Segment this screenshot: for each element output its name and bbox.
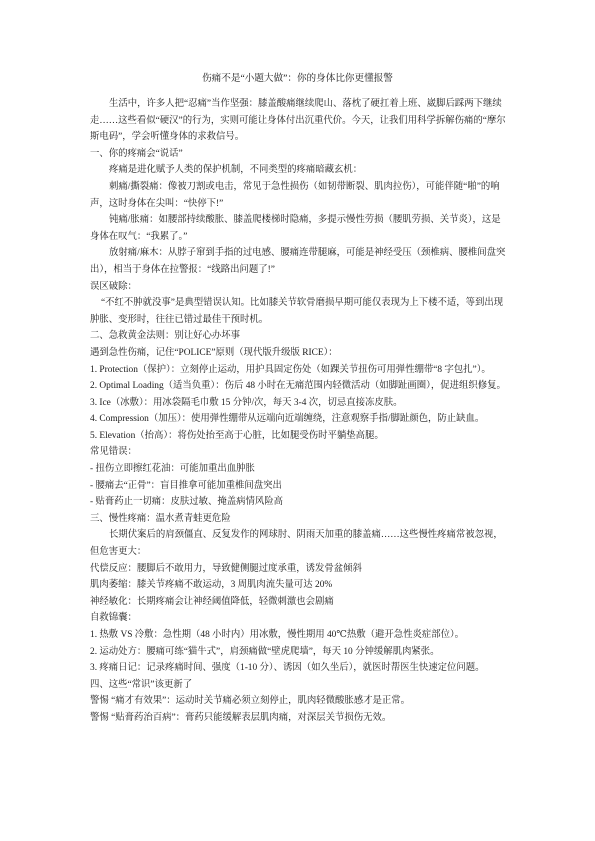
police-step: 2. Optimal Loading（适当负重）：伤后 48 小时在无痛范围内轻微活动（如脚趾画圈），促进组织修复。 (90, 381, 506, 392)
harm-item: 肌肉萎缩：膝关节疼痛不敢运动，3 周肌肉流失量可达 20% (90, 580, 333, 591)
warning-item: 警惕 “贴膏药治百病”：膏药只能缓解表层肌肉痛，对深层关节损伤无效。 (90, 712, 392, 723)
kit-item: 1. 热敷 VS 冷敷：急性期（48 小时内）用冰敷，慢性期用 40℃热敷（避开急性炎症部位）。 (90, 630, 465, 640)
section-lead: 疼痛是进化赋予人类的保护机制，不同类型的疼痛暗藏玄机： (109, 165, 363, 176)
warning-item: 警惕 “痛才有效果”：运动时关节痛必须立刻停止，肌肉轻微酸胀感才是正常。 (90, 696, 411, 707)
myth-label: 误区破除： (90, 281, 137, 292)
intro-paragraph: 生活中，许多人把“忍痛”当作坚强：膝盖酸痛继续爬山、落枕了硬扛着上班、崴脚后踩两下继续走……这些看似“硬汉”的行为，实则可能让身体付出沉重代价。今天，让我们用科学拆解伤痛的“摩尔斯电码”，学会听懂身体的求救信号。 (90, 99, 506, 143)
kit-item: 3. 疼痛日记：记录疼痛时间、强度（1-10 分）、诱因（如久坐后），就医时帮医生快速定位问题。 (90, 663, 485, 674)
section-heading-2: 二、急救黄金法则：别让好心办坏事 (90, 331, 241, 342)
section-heading-1: 一、你的疼痛会“说话” (90, 148, 183, 159)
section-lead: 长期伏案后的肩颈僵直、反复发作的网球肘、阴雨天加重的膝盖痛……这些慢性疼痛常被忽视，但危害更大： (90, 530, 503, 558)
kit-item: 2. 运动处方：腰痛可练“猫牛式”，肩颈痛做“壁虎爬墙”，每天 10 分钟缓解肌肉紧张。 (90, 646, 440, 657)
errors-label: 常见错误： (90, 447, 137, 458)
pain-type-item: 钝痛/胀痛：如腰部持续酸胀、膝盖爬楼梯时隐痛，多提示慢性劳损（腰肌劳损、关节炎），这是身体在叹气：“我累了。” (90, 215, 501, 242)
police-step: 3. Ice（冰敷）：用冰袋隔毛巾敷 15 分钟/次，每天 3-4 次，切忌直接冻皮肤。 (90, 397, 403, 408)
pain-type-item: 放射痛/麻木：从脖子窜到手指的过电感、腰痛连带腿麻，可能是神经受压（颈椎病、腰椎间盘突出），相当于身体在拉警报：“线路出问题了!” (90, 248, 506, 275)
section-heading-4: 四、这些“常识”该更新了 (90, 679, 193, 690)
error-item: - 贴膏药止一切痛：皮肤过敏、掩盖病情风险高 (90, 497, 283, 508)
kit-label: 自救锦囊： (90, 613, 137, 624)
error-item: - 扭伤立即擦红花油：可能加重出血肿胀 (90, 464, 255, 475)
police-step: 4. Compression（加压）：使用弹性绷带从远端向近端缠绕，注意观察手指/脚趾颜色，防止缺血。 (90, 414, 485, 425)
section-heading-3: 三、慢性疼痛：温水煮青蛙更危险 (90, 513, 231, 524)
police-step: 5. Elevation（抬高）：将伤处抬至高于心脏，比如腿受伤时平躺垫高腿。 (90, 430, 384, 441)
myth-paragraph: “不红不肿就没事”是典型错误认知。比如膝关节软骨磨损早期可能仅表现为上下楼不适，等到出现肿胀、变形时，往往已错过最佳干预时机。 (90, 298, 504, 325)
page-title: 伤痛不是“小题大做”：你的身体比你更懂报警 (202, 73, 393, 84)
pain-type-item: 刺痛/撕裂痛：像被刀割或电击，常见于急性损伤（如韧带断裂、肌肉拉伤），可能伴随“啪”的响声，这时身体在尖叫：“快停下!” (90, 181, 500, 209)
document-body (90, 96, 510, 727)
error-item: - 腰痛去“正骨”：盲目推拿可能加重椎间盘突出 (90, 480, 282, 491)
section-lead: 遇到急性伤痛，记住“POLICE”原则（现代版升级版 RICE）： (90, 347, 338, 358)
harm-item: 神经敏化：长期疼痛会让神经阈值降低，轻微刺激也会剧痛 (90, 596, 334, 607)
police-step: 1. Protection（保护）：立刻停止运动，用护具固定伤处（如踝关节扭伤可用弹性绷带“8 字包扎”）。 (90, 364, 491, 375)
harm-item: 代偿反应：腰脚后不敢用力，导致健侧腿过度承重，诱发骨盆倾斜 (90, 563, 362, 574)
